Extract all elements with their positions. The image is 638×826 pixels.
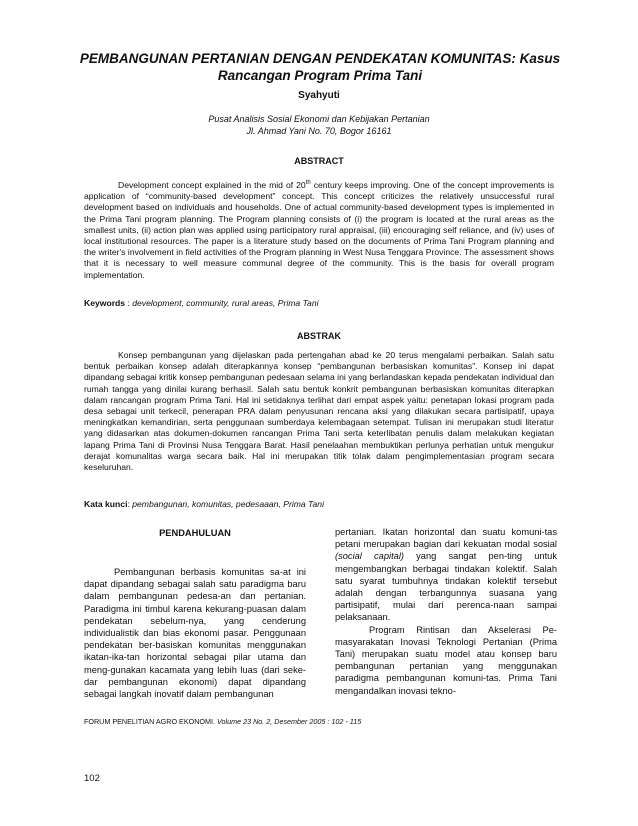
- footer-journal-name: FORUM PENELITIAN AGRO EKONOMI.: [84, 717, 215, 726]
- kata-kunci-separator: :: [127, 499, 133, 509]
- paper-title-line-2: Rancangan Program Prima Tani: [217, 68, 423, 83]
- author-name: Syahyuti: [298, 90, 340, 101]
- abstract-text-part-1: Development concept explained in the mid of 20: [118, 180, 306, 190]
- affiliation-line-2: Jl. Ahmad Yani No. 70, Bogor 16161: [246, 126, 392, 136]
- section-heading-pendahuluan: PENDAHULUAN: [159, 528, 231, 538]
- abstract-text: [84, 180, 554, 281]
- keywords-label: Keywords: [84, 298, 126, 308]
- page-number: 102: [84, 773, 100, 784]
- paper-title: [60, 50, 580, 84]
- keywords-separator: :: [125, 298, 133, 308]
- kata-kunci-list: pembangunan, komunitas, pedesaaan, Prima Tani: [132, 499, 324, 509]
- abstract-text-part-2: century keeps improving. One of the concept improvements is application of “community-based development” concept. This concept criticizes the relatively unsuccessful rural development based on individuals and households. One of actual community-based development types is implemented in the Prima Tani program planning. The Program planning consists of (i) the program is located at the rural areas as the smallest units, (ii) action plan was applied using participatory rural appraisal, (iii) encouraging self reliance, and (iv) uses of local institutional resources. The paper is a literature study based on the documents of Prima Tani Program planning and the writer's involvement in field activities of the Program planning in West Nusa Tenggara Province. The assessment shows that it is necessary to well measure communal degree of the community. This is the basis for overall program implementation.: [84, 180, 555, 280]
- abstrak-heading: ABSTRAK: [297, 331, 341, 341]
- body-column-right: [335, 526, 557, 697]
- body-right-paragraph-2: [335, 624, 557, 697]
- affiliation-line-1: Pusat Analisis Sosial Ekonomi dan Kebijakan Pertanian: [208, 114, 430, 124]
- abstrak-text: [84, 350, 554, 473]
- journal-footer: [84, 717, 361, 726]
- abstrak-keywords: [84, 499, 554, 509]
- abstract-heading: ABSTRACT: [294, 156, 344, 166]
- body-right-p1-part-2: yang sangat pen-ting untuk mengembangkan berbagai tindakan kolektif. Salah satu syarat tumbuhnya tindakan kolektif tersebut adalah dengan terbangunnya suasana yang partisipatif, mulai dari perenca-naan sampai pelaksanaan.: [335, 551, 557, 623]
- body-left-text: Pembangunan berbasis komunitas sa-at ini dapat dipandang sebagai salah satu paradigma baru dalam pembangunan pedesa-an dan pertanian. Paradigma ini timbul karena kekurang-puasan dalam pendekatan sebelum-nya, yang cenderung individualistik dan bias ekonomi pasar. Penggunaan pendekatan ber-basiskan komunitas menggunakan ikatan-ika-tan horizontal sebagai pilar utama dan meng-gunakan kacamata yang lebih luas (dari seke-dar pembangunan ekonomi) dapat dipandang sebagai langkah inovatif dalam pembangunan: [84, 567, 306, 700]
- abstrak-text-body: Konsep pembangunan yang dijelaskan pada pertengahan abad ke 20 terus mengalami perbaikan. Salah satu bentuk perbaikan konsep adalah diterapkannya konsep “pembangunan berbasiskan komunitas”. Konsep ini dapat dipandang sebagai kritik konsep pembangunan pedesaan selama ini yang berlandaskan kepada pendekatan individual dan rumah tangga yang dinilai kurang berhasil. Salah satu bentuk konkrit pembangunan berbasiskan komunitas diterapkan dalam rancangan program Prima Tani. Hal ini setidaknya terlihat dari empat aspek yaitu: penetapan lokasi program pada desa sebagai unit terkecil, penerapan PRA dalam penyusunan rencana aksi yang dilakukan secara partisipatif, upaya meningkatkan kemandirian, serta penggunaan sumberdaya kelembagaan setempat. Tulisan ini merupakan studi literatur yang didasarkan atas dokumen-dokumen rancangan Prima Tani serta keterlibatan penulis dalam melakukan kegiatan lapang Prima Tani di Provinsi Nusa Tenggara Barat. Hasil penelaahan membuktikan perlunya perhatian untuk mengukur derajat komunalitas warga secara baik. Hal ini merupakan titik tolak dalam pengimplementasian program secara keseluruhan.: [84, 350, 554, 473]
- body-right-p1-part-1: pertanian. Ikatan horizontal dan suatu komuni-tas petani merupakan bagian dari kekuatan modal sosial: [335, 527, 557, 550]
- footer-volume-info: Volume 23 No. 2, Desember 2005 : 102 - 115: [215, 717, 362, 726]
- kata-kunci-label: Kata kunci: [84, 499, 128, 509]
- body-right-p1-italic: (social capital): [335, 551, 404, 562]
- abstract-keywords: [84, 298, 554, 308]
- paper-title-line-1: PEMBANGUNAN PERTANIAN DENGAN PENDEKATAN KOMUNITAS: Kasus: [79, 51, 561, 66]
- author-affiliation: [0, 113, 638, 137]
- abstract-superscript: th: [305, 180, 311, 187]
- keywords-list: development, community, rural areas, Prima Tani: [132, 298, 319, 308]
- body-column-left: [84, 566, 306, 700]
- body-right-paragraph-1: [335, 526, 557, 624]
- body-right-p2-text: Program Rintisan dan Akselerasi Pe-masyarakatan Inovasi Teknologi Pertanian (Prima Tani) merupakan suatu model atau konsep baru pembangunan pertanian yang menggunakan paradigma pembangunan komuni-tas. Prima Tani mengandalkan inovasi tekno-: [335, 624, 557, 696]
